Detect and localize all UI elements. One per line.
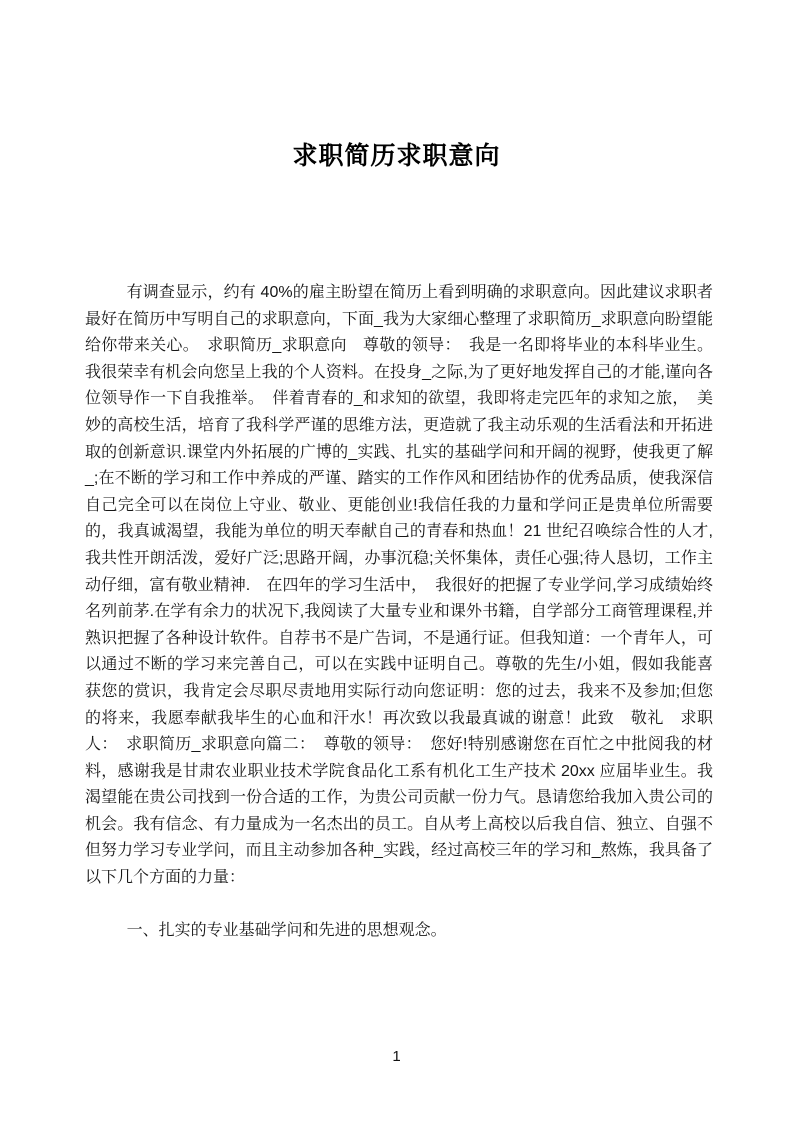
document-body bbox=[85, 280, 713, 944]
body-paragraph: 有调查显示，约有 40%的雇主盼望在简历上看到明确的求职意向。因此建议求职者最好在简历中写明自己的求职意向，下面_我为大家细心整理了求职简历_求职意向盼望能给你带来关心。 求职简历_求职意向 尊敬的领导： 我是一名即将毕业的本科毕业生。我很荣幸有机会向您呈上我的个人资料。在投身_之际,为了更好地发挥自己的才能,谨向各位领导作一下自我推举。 伴着青春的_和求知的欲望，我即将走完匹年的求知之旅， 美妙的高校生活，培育了我科学严谨的思维方法，更造就了我主动乐观的生活看法和开拓进取的创新意识.课堂内外拓展的广博的_实践、扎实的基础学问和开阔的视野，使我更了解_;在不断的学习和工作中养成的严谨、踏实的工作作风和团结协作的优秀品质，使我深信自己完全可以在岗位上守业、敬业、更能创业!我信任我的力量和学问正是贵单位所需要的，我真诚渴望，我能为单位的明天奉献自己的青春和热血！21 世纪召唤综合性的人才,我共性开朗活泼，爱好广泛;思路开阔，办事沉稳;关怀集体，责任心强;待人恳切，工作主动仔细，富有敬业精神. 在四年的学习生活中， 我很好的把握了专业学问,学习成绩始终名列前茅.在学有余力的状况下,我阅读了大量专业和课外书籍，自学部分工商管理课程,并熟识把握了各种设计软件。自荐书不是广告词，不是通行证。但我知道：一个青年人，可以通过不断的学习来完善自己，可以在实践中证明自己。尊敬的先生/小姐，假如我能喜获您的赏识，我肯定会尽职尽责地用实际行动向您证明：您的过去，我来不及参加;但您的将来，我愿奉献我毕生的心血和汗水！再次致以我最真诚的谢意！此致 敬礼 求职人： 求职简历_求职意向篇二： 尊敬的领导： 您好!特别感谢您在百忙之中批阅我的材料，感谢我是甘肃农业职业技术学院食品化工系有机化工生产技术 20xx 应届毕业生。我渴望能在贵公司找到一份合适的工作，为贵公司贡献一份力气。恳请您给我加入贵公司的机会。我有信念、有力量成为一名杰出的员工。自从考上高校以后我自信、独立、自强不但努力学习专业学问，而且主动参加各种_实践，经过高校三年的学习和_熬炼，我具备了以下几个方面的力量： bbox=[85, 284, 713, 887]
list-item-paragraph: 一、扎实的专业基础学问和先进的思想观念。 bbox=[126, 921, 447, 939]
document-title: 求职简历求职意向 bbox=[292, 142, 501, 170]
page-number: 1 bbox=[392, 1048, 401, 1065]
